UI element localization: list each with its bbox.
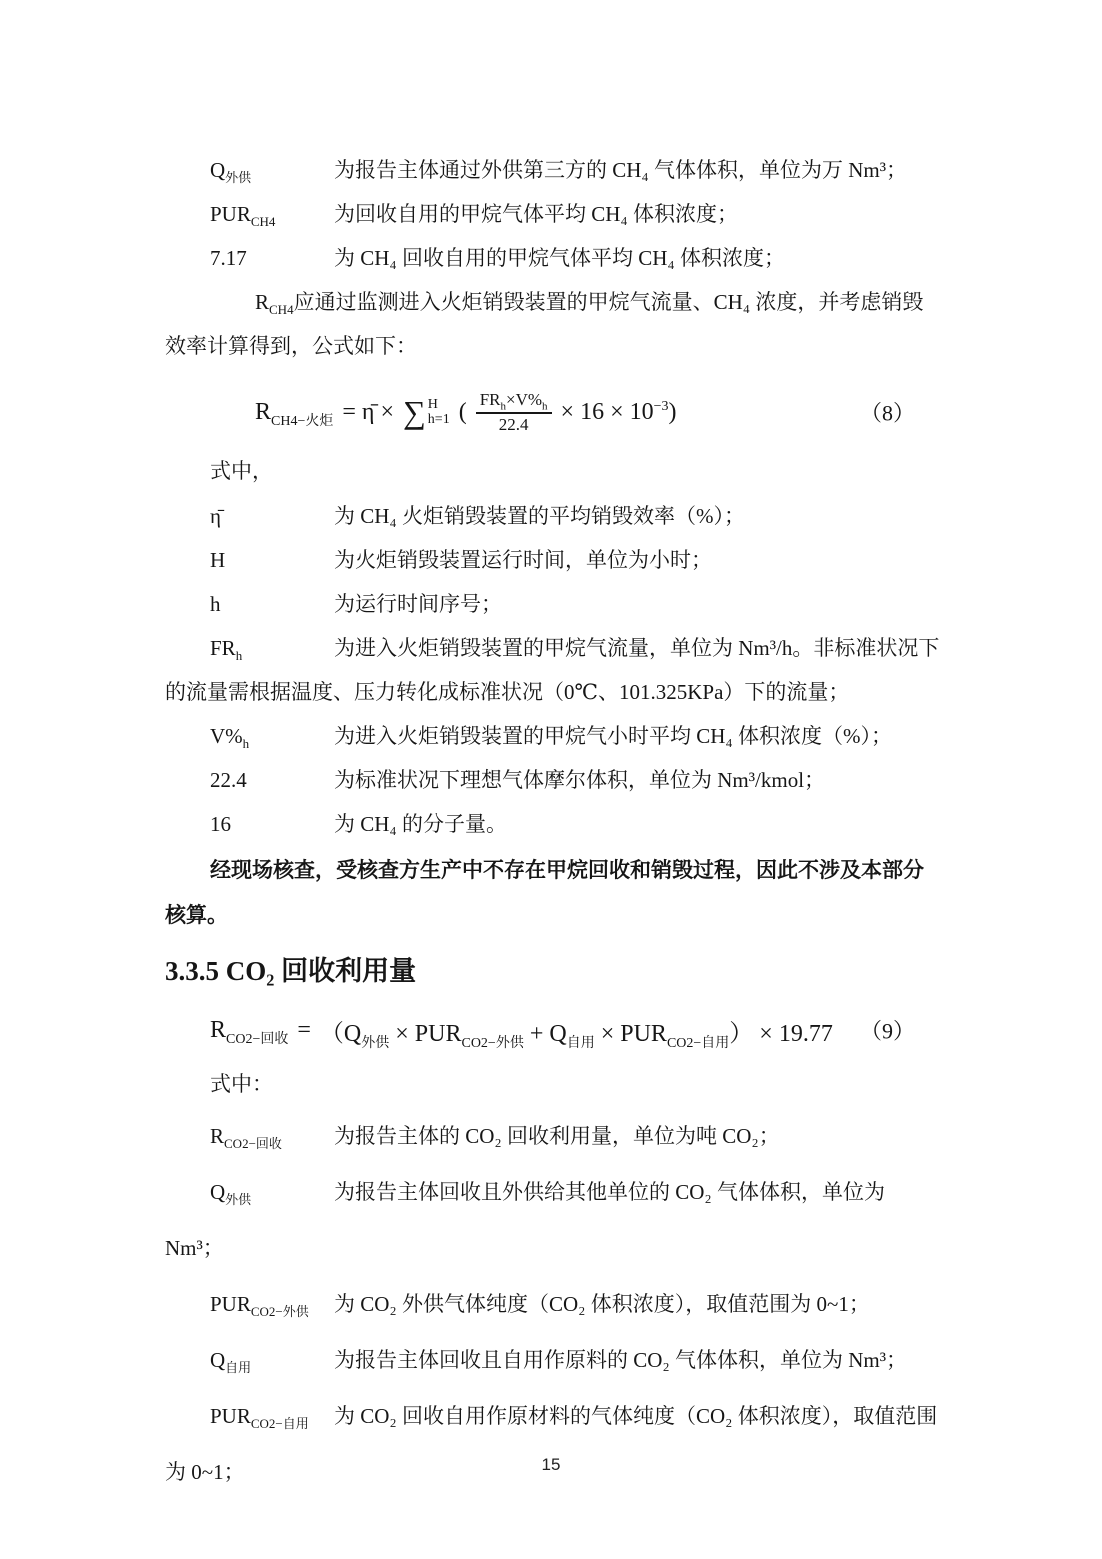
numerator-subscript: h [500, 399, 506, 412]
term-base: PUR [210, 1292, 251, 1316]
formula-9-rhs [319, 1013, 833, 1051]
lhs-base: R [255, 398, 272, 425]
term-base: R [210, 1124, 225, 1148]
term-symbol [210, 1332, 334, 1388]
definition-text: 为进入火炬销毁装置的甲烷气流量，单位为 Nm³/h。非标准状况下的流量需根据温度、压力转化成标准状况（0℃、101.325KPa）下的流量； [165, 636, 940, 704]
rhs-subscript: 外供 [361, 1035, 390, 1051]
term-base: H [210, 548, 226, 572]
rhs-subscript: CO2−自用 [666, 1035, 730, 1051]
term-symbol [210, 714, 334, 758]
definition-row-q-waigong [165, 148, 943, 192]
definition-text: 为标准状况下理想气体摩尔体积，单位为 Nm³/kmol； [334, 768, 826, 792]
open-paren: ( [458, 398, 467, 425]
page-content [165, 148, 943, 1500]
lhs-subscript: CH4−火炬 [271, 413, 334, 429]
definition-row-rco2 [165, 1108, 943, 1164]
fraction-numerator [476, 389, 552, 414]
symbol-base: R [255, 290, 270, 314]
equals-sign: = [297, 1016, 311, 1043]
term-subscript: 外供 [225, 170, 252, 186]
numerator-part: FR [479, 389, 501, 409]
numerator-part: ×V% [506, 389, 543, 409]
term-symbol [210, 148, 334, 192]
rch4-paragraph [165, 280, 943, 368]
equation-number-9: （9） [859, 1018, 915, 1044]
definition-row-h [165, 582, 943, 626]
definition-row-Vh [165, 714, 943, 758]
term-symbol [210, 236, 334, 280]
term-base: V% [210, 724, 243, 748]
term-symbol [210, 802, 334, 846]
term-subscript: h [235, 648, 243, 664]
formula-8 [255, 380, 943, 444]
verification-note: 经现场核查，受核查方生产中不存在甲烷回收和销毁过程，因此不涉及本部分核算。 [165, 858, 924, 927]
term-subscript: 自用 [225, 1360, 252, 1376]
close-paren: ) [668, 398, 677, 425]
term-base: Q [210, 1180, 226, 1204]
paragraph-text: 应通过监测进入火炬销毁装置的甲烷气流量、CH₄ 浓度，并考虑销毁效率计算得到，公式如下： [165, 290, 924, 358]
term-symbol [210, 1108, 334, 1164]
rhs-part: ） × 19.77 [729, 1020, 833, 1047]
definition-text: 为 CH₄ 火炬销毁装置的平均销毁效率（%）； [334, 504, 745, 528]
page-number: 15 [541, 1455, 561, 1474]
sigma-glyph: ∑ [402, 394, 426, 430]
definition-row-22-4 [165, 758, 943, 802]
term-base: PUR [210, 1404, 251, 1428]
term-symbol [210, 1276, 334, 1332]
definition-row-16 [165, 802, 943, 846]
rhs-part: × PUR [389, 1020, 462, 1047]
term-subscript: CO2−自用 [250, 1416, 309, 1432]
tail-superscript: −3 [653, 398, 669, 414]
term-base: Q [210, 1348, 226, 1372]
term-subscript: CO2−外供 [250, 1304, 309, 1320]
term-symbol [210, 192, 334, 236]
definition-text: 为报告主体通过外供第三方的 CH₄ 气体体积，单位为万 Nm³； [334, 158, 908, 182]
definition-text: 为报告主体的 CO₂ 回收利用量，单位为吨 CO₂； [334, 1124, 780, 1148]
equation-number-8: （8） [859, 400, 915, 426]
term-symbol [210, 538, 334, 582]
term-symbol [210, 494, 334, 538]
term-subscript: CH4 [250, 214, 276, 230]
term-symbol [210, 1164, 334, 1220]
definition-text: 为回收自用的甲烷气体平均 CH₄ 体积浓度； [334, 202, 738, 226]
symbol-subscript: CH4 [269, 302, 294, 318]
definition-row-pur-co2-ziyong [165, 1388, 943, 1500]
formula-8-tail [561, 399, 677, 426]
definition-text: 为火炬销毁装置运行时间，单位为小时； [334, 548, 712, 572]
definition-text: 为 CO₂ 外供气体纯度（CO₂ 体积浓度），取值范围为 0~1； [334, 1292, 870, 1316]
rhs-part: + Q [523, 1020, 567, 1047]
rhs-part: （Q [319, 1020, 362, 1047]
definition-text: 为进入火炬销毁装置的甲烷气小时平均 CH₄ 体积浓度（%）； [334, 724, 892, 748]
where-label: 式中， [210, 459, 273, 483]
term-symbol [210, 582, 334, 626]
definition-row-H [165, 538, 943, 582]
term-base: PUR [210, 202, 251, 226]
definition-row-7-17 [165, 236, 943, 280]
term-base: 16 [210, 812, 231, 836]
term-symbol [210, 758, 334, 802]
term-base: η̄ [210, 504, 221, 528]
definition-row-pur-ch4 [165, 192, 943, 236]
numerator-subscript: h [542, 399, 548, 412]
rhs-subscript: 自用 [566, 1035, 595, 1051]
definition-text: 为 CO₂ 回收自用作原材料的气体纯度（CO₂ 体积浓度），取值范围为 0~1； [165, 1404, 938, 1484]
formula-8-lhs [255, 398, 334, 429]
formula-9-lhs [210, 1016, 289, 1047]
tail-base: × 16 × 10 [560, 398, 654, 425]
definition-row-q-ziyong [165, 1332, 943, 1388]
definition-text: 为运行时间序号； [334, 592, 502, 616]
formula-8-operator: = η̄ × [342, 398, 394, 425]
sum-lower-limit: h=1 [427, 412, 450, 427]
definition-text: 为 CH₄ 的分子量。 [334, 812, 507, 836]
term-symbol [210, 626, 334, 670]
where-label: 式中： [210, 1072, 273, 1096]
lhs-base: R [210, 1016, 227, 1043]
term-base: h [210, 592, 221, 616]
section-heading-3-3-5: 3.3.5 CO₂ 回收利用量 [165, 956, 417, 986]
formula-9 [210, 1002, 943, 1058]
term-base: FR [210, 636, 236, 660]
definition-row-eta [165, 494, 943, 538]
definition-row-pur-co2-waigong [165, 1276, 943, 1332]
term-subscript: h [242, 736, 250, 752]
summation-limits [428, 397, 450, 427]
definition-text: 为报告主体回收且外供给其他单位的 CO₂ 气体体积，单位为 Nm³； [165, 1180, 885, 1260]
term-subscript: CO2−回收 [224, 1136, 282, 1152]
term-symbol [210, 1388, 334, 1444]
definition-row-FRh [165, 626, 943, 714]
rhs-part: × PUR [594, 1020, 667, 1047]
summation-symbol [403, 396, 450, 428]
term-base: Q [210, 158, 226, 182]
fraction-denominator: 22.4 [498, 414, 529, 434]
lhs-subscript: CO2−回收 [226, 1031, 289, 1047]
term-base: 7.17 [210, 246, 247, 270]
fraction [476, 389, 552, 436]
sum-upper-limit: H [427, 397, 438, 412]
term-subscript: 外供 [225, 1192, 252, 1208]
definition-text: 为报告主体回收且自用作原料的 CO₂ 气体体积，单位为 Nm³； [334, 1348, 908, 1372]
term-base: 22.4 [210, 768, 247, 792]
rhs-subscript: CO2−外供 [461, 1035, 524, 1051]
definition-row-q-waigong-co2 [165, 1164, 943, 1276]
definition-text: 为 CH₄ 回收自用的甲烷气体平均 CH₄ 体积浓度； [334, 246, 785, 270]
